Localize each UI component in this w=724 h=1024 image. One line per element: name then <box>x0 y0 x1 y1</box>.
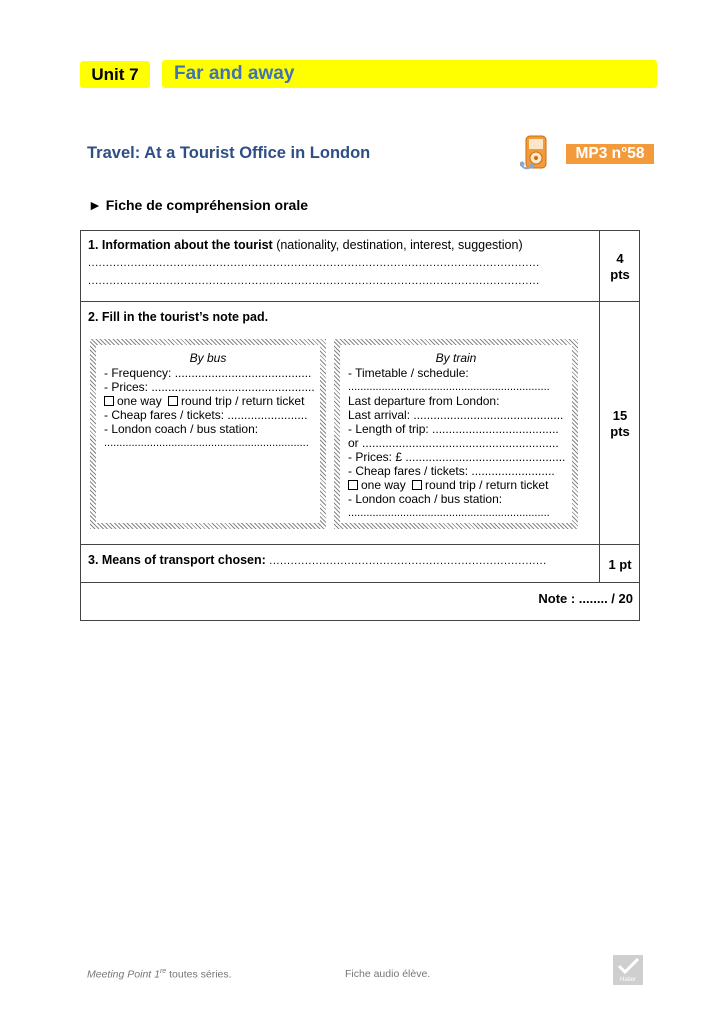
footer-book-title: Meeting Point 1 <box>87 968 160 981</box>
points-3: 1 pt <box>608 557 632 572</box>
checkmark-icon <box>613 955 643 977</box>
hatier-logo <box>613 955 643 985</box>
row-divider <box>81 544 639 545</box>
bus-frequency[interactable]: - Frequency: ......................................... <box>104 366 312 380</box>
bus-prices[interactable]: - Prices: ................................................. <box>104 380 315 394</box>
train-one-way-label: one way <box>361 478 406 492</box>
row-divider <box>81 582 639 583</box>
footer-label: Fiche audio élève. <box>345 968 431 980</box>
train-last-arrival[interactable]: Last arrival: ............................................. <box>348 408 564 422</box>
train-round-trip-label: round trip / return ticket <box>425 478 549 492</box>
train-one-way-checkbox[interactable] <box>348 480 358 490</box>
hatier-logo-text: Hatier <box>619 977 636 983</box>
points-2-value: 15 <box>612 408 628 423</box>
column-divider <box>599 231 600 582</box>
bus-one-way-checkbox[interactable] <box>104 396 114 406</box>
bus-station-line[interactable]: ................................................................... <box>104 437 309 449</box>
train-prices[interactable]: - Prices: £ ................................................ <box>348 450 566 464</box>
bus-heading: By bus <box>189 351 227 365</box>
points-1 <box>600 251 640 283</box>
page-title: Travel: At a Tourist Office in London <box>87 144 371 162</box>
train-timetable-label: - Timetable / schedule: <box>348 366 469 380</box>
train-heading: By train <box>435 351 477 365</box>
footer-series: toutes séries. <box>166 968 232 981</box>
question-1 <box>88 238 523 252</box>
bus-one-way-label: one way <box>117 394 162 408</box>
question-3 <box>88 553 547 567</box>
points-1-unit: pts <box>610 267 630 282</box>
train-timetable-line[interactable]: .................................................................. <box>348 381 550 393</box>
train-or[interactable]: or ........................................................... <box>348 436 559 450</box>
footer-book <box>87 968 232 981</box>
answer-line-2[interactable]: ............................................................................................................................... <box>88 275 540 287</box>
question-2: 2. Fill in the tourist’s note pad. <box>88 310 269 324</box>
train-station-label: - London coach / bus station: <box>348 492 503 506</box>
train-notepad <box>334 339 578 529</box>
train-cheap-fares[interactable]: - Cheap fares / tickets: ......................... <box>348 464 555 478</box>
total-note: Note : ........ / 20 <box>538 591 633 606</box>
mp3-player-icon <box>520 135 552 171</box>
question-1-label: 1. Information about the tourist <box>88 238 273 252</box>
question-1-detail: (nationality, destination, interest, suggestion) <box>272 238 523 252</box>
unit-title: Far and away <box>162 60 657 88</box>
comprehension-table <box>80 230 640 621</box>
points-2-unit: pts <box>610 424 630 439</box>
train-station-line[interactable]: .................................................................. <box>348 507 550 519</box>
train-round-trip-checkbox[interactable] <box>412 480 422 490</box>
row-divider <box>81 301 639 302</box>
mp3-badge: MP3 n°58 <box>566 144 654 164</box>
question-3-label: 3. Means of transport chosen: <box>88 553 270 567</box>
points-1-value: 4 <box>616 251 624 266</box>
section-heading: ► Fiche de compréhension orale <box>88 197 309 213</box>
train-ticket-options <box>348 478 548 492</box>
train-length[interactable]: - Length of trip: ...................................... <box>348 422 559 436</box>
answer-line-1[interactable]: ............................................................................................................................... <box>88 257 540 269</box>
train-last-departure: Last departure from London: <box>348 394 500 408</box>
bus-round-trip-label: round trip / return ticket <box>181 394 305 408</box>
question-3-line[interactable]: .............................................................................. <box>269 555 547 567</box>
bus-station-label: - London coach / bus station: <box>104 422 259 436</box>
bus-notepad <box>90 339 326 529</box>
points-2 <box>600 408 640 440</box>
bus-ticket-options <box>104 394 304 408</box>
bus-round-trip-checkbox[interactable] <box>168 396 178 406</box>
footer-book-sup: re <box>159 968 167 975</box>
bus-cheap-fares[interactable]: - Cheap fares / tickets: ........................ <box>104 408 308 422</box>
unit-label: Unit 7 <box>80 61 150 88</box>
